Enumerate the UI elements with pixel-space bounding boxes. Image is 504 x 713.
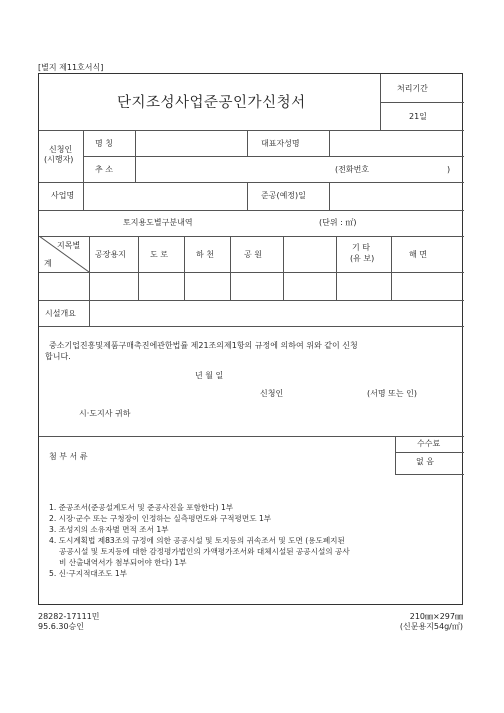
attachment-item: 3. 조성지의 소유자별 면적 조서 1부 bbox=[49, 525, 169, 534]
land-col-line-1 bbox=[89, 236, 90, 300]
project-bottom-line bbox=[39, 210, 464, 211]
footer-right bbox=[400, 612, 463, 632]
completion-value-line bbox=[329, 182, 330, 210]
statement-line-1: 중소기업진흥및제품구매촉진에관한법률 제21조의제1항의 규정에 의하여 위와 같이 신청 bbox=[49, 341, 358, 350]
attachment-item: 1. 준공조서(준공설계도서 및 준공사진을 포함한다) 1부 bbox=[49, 503, 234, 512]
representative-label: 대표자성명 bbox=[261, 139, 300, 148]
land-col-line-6 bbox=[336, 236, 337, 300]
corner-top-label: 지목별 bbox=[57, 241, 81, 250]
column-reserved: (유 보) bbox=[350, 254, 375, 263]
land-use-heading: 토지용도별구분내역 bbox=[123, 218, 193, 227]
addressee: 시·도지사 귀하 bbox=[79, 409, 131, 418]
column-factory-land: 공장용지 bbox=[95, 250, 126, 259]
fee-mid-line bbox=[395, 452, 464, 453]
fee-divider-line bbox=[395, 436, 396, 474]
attachment-item-continued: 공공시설 및 토지등에 대한 감정평가법인의 가액평가조서와 대체시설된 공공시설의 공사 bbox=[59, 547, 350, 556]
statement-bottom-line bbox=[39, 436, 464, 437]
applicant-bottom-line bbox=[39, 182, 464, 183]
attachment-item: 2. 시장·군수 또는 구청장이 인정하는 실측평면도와 구적평면도 1부 bbox=[49, 514, 272, 523]
form-title: 단지조성사업준공인가신청서 bbox=[117, 95, 306, 111]
processing-period-label: 처리기간 bbox=[397, 84, 428, 93]
completion-label-line bbox=[247, 182, 248, 210]
statement-line-2: 합니다. bbox=[45, 352, 71, 361]
land-header-bottom-line bbox=[39, 272, 464, 273]
address-label: 추 소 bbox=[95, 165, 113, 174]
facility-label-line bbox=[89, 300, 90, 326]
footer-left bbox=[38, 612, 100, 632]
project-label-line bbox=[83, 182, 84, 210]
applicant-mid-line bbox=[83, 156, 464, 157]
phone-close: ) bbox=[447, 165, 451, 174]
corner-bottom-label: 계 bbox=[44, 259, 52, 268]
header-bottom-line bbox=[39, 130, 464, 131]
column-sea-surface: 해 면 bbox=[409, 250, 427, 259]
land-col-line-3 bbox=[184, 236, 185, 300]
approval-date: 95.6.30승인 bbox=[38, 622, 84, 631]
fee-value: 없 음 bbox=[416, 457, 434, 466]
fee-label: 수수료 bbox=[417, 439, 441, 448]
name-label: 명 칭 bbox=[95, 139, 113, 148]
column-river: 하 천 bbox=[196, 250, 214, 259]
sign-or-seal-note: (서명 또는 인) bbox=[367, 389, 417, 398]
paper-size: 210㎜×297㎜ bbox=[409, 612, 463, 621]
attachments-list bbox=[49, 502, 350, 579]
attachments-label: 첨 부 서 류 bbox=[49, 452, 88, 461]
applicant-sign-label: 신청인 bbox=[260, 389, 284, 398]
project-name-label: 사업명 bbox=[51, 191, 75, 200]
facility-bottom-line bbox=[39, 326, 464, 327]
applicant-sublabel: (시행자) bbox=[44, 155, 74, 164]
attachment-item-continued: 비 산출내역서가 첨부되어야 한다) 1부 bbox=[59, 558, 187, 567]
application-date: 년 월 일 bbox=[195, 371, 224, 380]
land-col-line-7 bbox=[391, 236, 392, 300]
land-value-bottom-line bbox=[39, 300, 464, 301]
rep-value-line bbox=[329, 130, 330, 156]
form-code: 28282-17111민 bbox=[38, 612, 100, 621]
facility-overview-label: 시설개요 bbox=[45, 309, 76, 318]
processing-period-value: 21일 bbox=[409, 112, 427, 121]
land-col-line-4 bbox=[230, 236, 231, 300]
land-use-unit: (단위 : ㎡) bbox=[319, 218, 357, 227]
applicant-label: 신청인 bbox=[49, 145, 73, 154]
land-col-line-2 bbox=[138, 236, 139, 300]
paper-type: (신문용지54g/㎡) bbox=[399, 622, 463, 631]
completion-date-label: 준공(예정)일 bbox=[261, 191, 306, 200]
processing-divider-line bbox=[380, 102, 464, 103]
land-heading-bottom-line bbox=[39, 236, 464, 237]
land-col-line-5 bbox=[283, 236, 284, 300]
form-reference: [별지 제11호서식] bbox=[38, 63, 104, 72]
attachment-item: 5. 신·구지적대조도 1부 bbox=[49, 569, 128, 578]
attachment-item: 4. 도시계획법 제83조의 규정에 의한 공공시설 및 토지등의 귀속조서 및 도면 (용도폐지된 bbox=[49, 536, 345, 545]
rep-label-line bbox=[247, 130, 248, 156]
application-form bbox=[38, 73, 463, 605]
column-road: 도 로 bbox=[150, 250, 168, 259]
column-park: 공 원 bbox=[244, 250, 262, 259]
phone-open: (전화번호 bbox=[335, 165, 370, 174]
column-other: 기 타 bbox=[352, 243, 370, 252]
attachments-top-line bbox=[395, 474, 464, 475]
